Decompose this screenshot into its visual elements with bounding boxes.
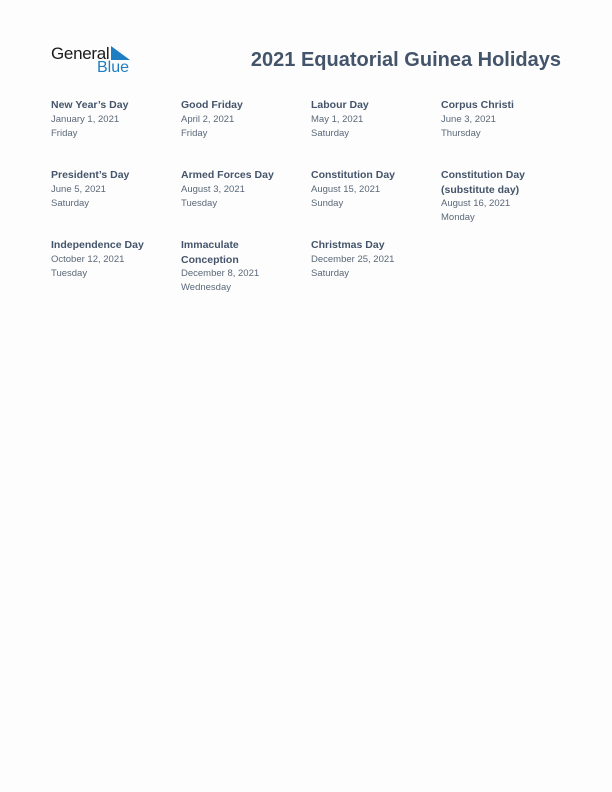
holiday-date: December 25, 2021 — [311, 253, 395, 265]
holiday-date: August 3, 2021 — [181, 183, 245, 195]
holiday-item — [311, 238, 436, 281]
holiday-item — [181, 98, 306, 141]
holiday-item — [181, 168, 306, 211]
holiday-name: President’s Day — [51, 169, 130, 181]
holiday-date: December 8, 2021 — [181, 268, 260, 279]
holiday-weekday: Friday — [51, 127, 78, 139]
holiday-name: Corpus Christi — [441, 99, 514, 111]
holiday-name: New Year’s Day — [51, 99, 129, 111]
holiday-weekday: Wednesday — [181, 282, 231, 293]
holiday-weekday: Tuesday — [51, 267, 88, 279]
holiday-weekday: Sunday — [311, 197, 344, 209]
holiday-weekday: Tuesday — [181, 197, 218, 209]
holiday-name: Constitution Day (substitute day) — [441, 169, 525, 196]
generalblue-logo — [51, 44, 141, 78]
holiday-date: January 1, 2021 — [51, 113, 120, 125]
holiday-item — [441, 168, 541, 225]
holiday-item — [51, 98, 176, 141]
holiday-item — [441, 98, 566, 141]
holiday-item — [311, 168, 436, 211]
holiday-date: June 3, 2021 — [441, 113, 496, 125]
holiday-date: August 16, 2021 — [441, 198, 511, 209]
holiday-date: June 5, 2021 — [51, 183, 106, 195]
logo-word-blue: Blue — [97, 59, 130, 76]
logo-word-general: General — [51, 44, 110, 63]
holiday-weekday: Saturday — [311, 267, 350, 279]
holiday-item — [311, 98, 436, 141]
holiday-date: August 15, 2021 — [311, 183, 381, 195]
page-title: 2021 Equatorial Guinea Holidays — [250, 49, 561, 71]
holiday-name: Immaculate Conception — [181, 239, 239, 266]
holiday-name: Christmas Day — [311, 239, 385, 251]
holiday-item — [51, 238, 176, 281]
holiday-date: April 2, 2021 — [181, 113, 235, 125]
holiday-date: October 12, 2021 — [51, 253, 125, 265]
holiday-name: Labour Day — [311, 99, 369, 111]
holiday-weekday: Friday — [181, 127, 208, 139]
holiday-name: Constitution Day — [311, 169, 395, 181]
holiday-name: Armed Forces Day — [181, 169, 274, 181]
holiday-weekday: Saturday — [311, 127, 350, 139]
logo-triangle-icon — [111, 46, 130, 60]
holiday-weekday: Saturday — [51, 197, 90, 209]
holiday-item — [181, 238, 261, 295]
holiday-item — [51, 168, 176, 211]
holiday-weekday: Thursday — [441, 127, 481, 139]
holiday-name: Good Friday — [181, 99, 243, 111]
holiday-date: May 1, 2021 — [311, 113, 364, 125]
holiday-name: Independence Day — [51, 239, 144, 251]
holiday-weekday: Monday — [441, 212, 475, 223]
